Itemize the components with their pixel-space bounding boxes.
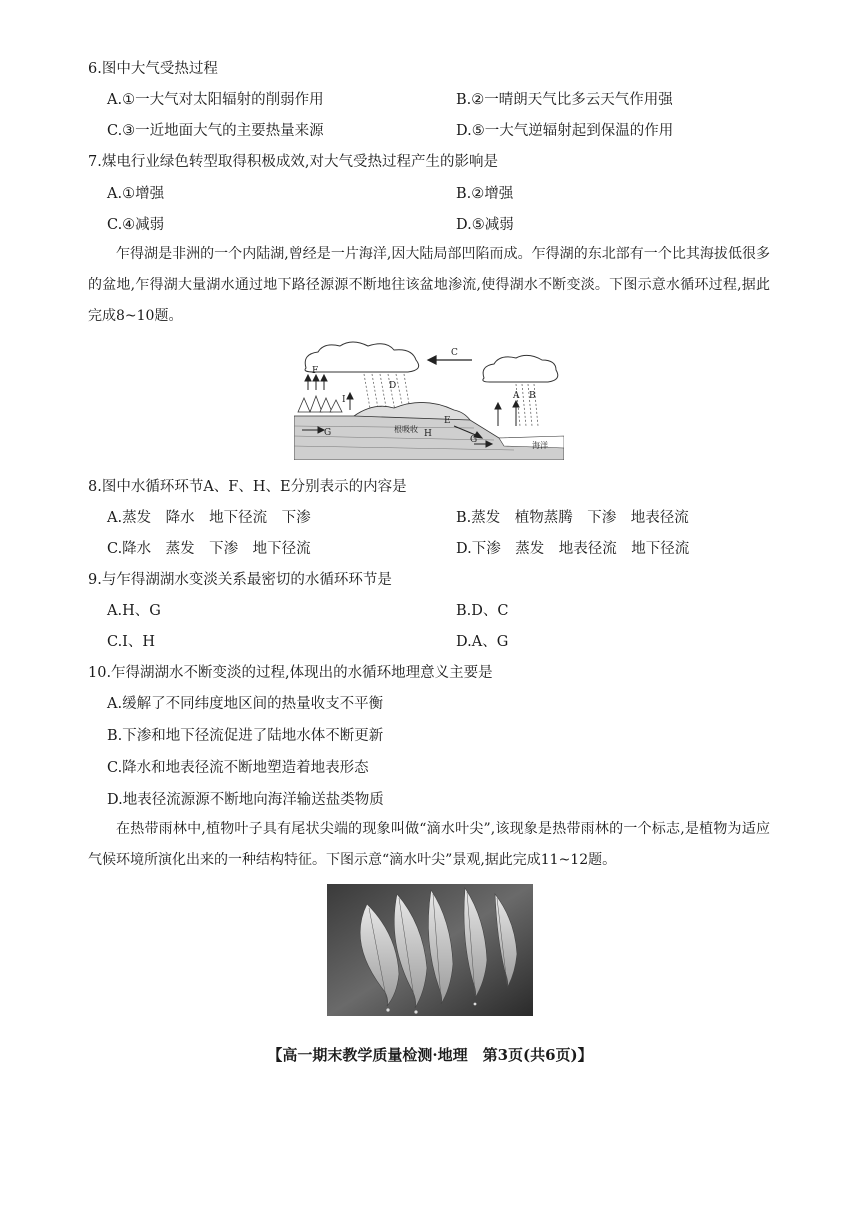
arrow-c: [428, 356, 472, 364]
water-cycle-diagram: [294, 340, 564, 460]
q9-option-c: C.I、H: [107, 634, 156, 650]
forest: [298, 396, 342, 412]
label-c: C: [451, 348, 458, 358]
right-cloud: [483, 355, 558, 382]
q6-stem: 6.图中大气受热过程: [88, 61, 218, 77]
q10-option-d: D.地表径流源源不断地向海洋输送盐类物质: [107, 792, 384, 808]
label-b: B: [529, 391, 536, 401]
q7-option-d: D.⑤减弱: [456, 217, 514, 233]
label-root: 根吸收: [394, 425, 418, 434]
label-d: D: [389, 381, 397, 391]
q8-option-a: A.蒸发 降水 地下径流 下渗: [107, 510, 311, 526]
label-g2: G: [470, 435, 478, 445]
label-i: I: [342, 395, 346, 405]
label-f: F: [312, 366, 319, 376]
arrow-i: [347, 393, 353, 410]
q6-option-d: D.⑤一大气逆辐射起到保温的作用: [456, 123, 674, 139]
passage-chad-lake: 乍得湖是非洲的一个内陆湖,曾经是一片海洋,因大陆局部凹陷而成。乍得湖的东北部有一个比其海拔低很多的盆地,乍得湖大量湖水通过地下路径源源不断地往该盆地渗流,使得湖水不断变淡。下图示意水循环过程,据此完成8~10题。: [88, 246, 770, 324]
q8-option-c: C.降水 蒸发 下渗 地下径流: [107, 541, 311, 557]
passage-drip-tip: 在热带雨林中,植物叶子具有尾状尖端的现象叫做“滴水叶尖”,该现象是热带雨林的一个标志,是植物为适应气候环境所演化出来的一种结构特征。下图示意“滴水叶尖”景观,据此完成11~12题。: [88, 821, 770, 868]
q9-stem: 9.与乍得湖湖水变淡关系最密切的水循环环节是: [88, 572, 392, 588]
q6-option-c: C.③一近地面大气的主要热量来源: [107, 123, 324, 139]
left-cloud: [305, 342, 419, 372]
arrows-f: [305, 375, 327, 390]
q10-option-b: B.下渗和地下径流促进了陆地水体不断更新: [107, 728, 384, 744]
drip-tip-leaves-photo: [327, 884, 533, 1016]
q8-option-d: D.下渗 蒸发 地表径流 地下径流: [456, 541, 690, 557]
q9-option-b: B.D、C: [456, 603, 509, 619]
q8-option-b: B.蒸发 植物蒸腾 下渗 地表径流: [456, 510, 689, 526]
q7-option-c: C.④减弱: [107, 217, 165, 233]
q9-option-d: D.A、G: [456, 634, 509, 650]
q7-option-a: A.①增强: [107, 186, 165, 202]
label-h: H: [424, 429, 432, 439]
q10-option-a: A.缓解了不同纬度地区间的热量收支不平衡: [107, 696, 384, 712]
arrows-a: [495, 401, 519, 426]
q6-option-a: A.①一大气对太阳辐射的削弱作用: [107, 92, 324, 108]
q10-stem: 10.乍得湖湖水不断变淡的过程,体现出的水循环地理意义主要是: [88, 665, 493, 681]
q8-stem: 8.图中水循环环节A、F、H、E分别表示的内容是: [88, 479, 407, 495]
q7-option-b: B.②增强: [456, 186, 514, 202]
q9-option-a: A.H、G: [107, 603, 161, 619]
label-g1: G: [324, 428, 332, 438]
q10-option-c: C.降水和地表径流不断地塑造着地表形态: [107, 760, 369, 776]
q6-option-b: B.②一晴朗天气比多云天气作用强: [456, 92, 673, 108]
label-e: E: [444, 416, 451, 426]
q7-stem: 7.煤电行业绿色转型取得积极成效,对大气受热过程产生的影响是: [88, 154, 498, 170]
label-a: A: [513, 391, 520, 401]
page-footer: 【高一期末教学质量检测·地理 第3页(共6页)】: [267, 1046, 593, 1064]
label-ocean: 海洋: [532, 441, 548, 450]
